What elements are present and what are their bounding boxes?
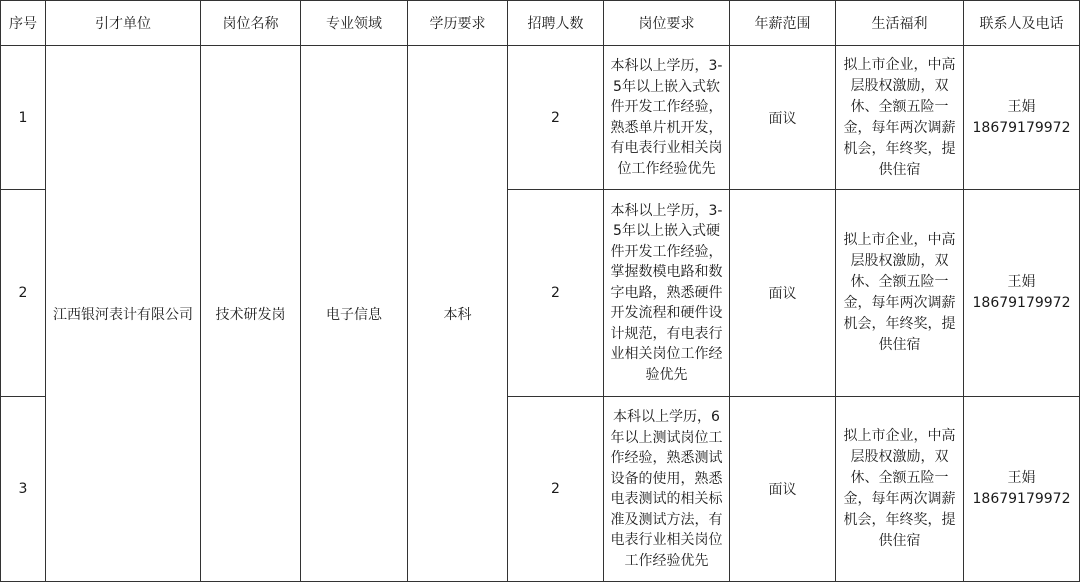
header-requirements: 岗位要求 bbox=[604, 1, 730, 46]
company-cell: 江西银河表计有限公司 bbox=[46, 46, 201, 582]
header-row bbox=[1, 1, 1080, 46]
position-cell: 技术研发岗 bbox=[201, 46, 301, 582]
welfare-cell: 拟上市企业，中高层股权激励，双休、全额五险一金，每年两次调薪机会，年终奖，提供住宿 bbox=[836, 190, 964, 397]
table-row bbox=[1, 46, 1080, 190]
count-cell: 2 bbox=[508, 397, 604, 582]
header-no: 序号 bbox=[1, 1, 46, 46]
contact-cell bbox=[964, 397, 1080, 582]
requirements-cell: 本科以上学历，3-5年以上嵌入式软件开发工作经验，熟悉单片机开发，有电表行业相关岗位工作经验优先 bbox=[604, 46, 730, 190]
salary-cell: 面议 bbox=[730, 190, 836, 397]
contact-phone: 18679179972 bbox=[972, 295, 1071, 311]
contact-name: 王娟 bbox=[1007, 274, 1036, 290]
welfare-cell: 拟上市企业，中高层股权激励，双休、全额五险一金，每年两次调薪机会，年终奖，提供住宿 bbox=[836, 397, 964, 582]
contact-name: 王娟 bbox=[1007, 470, 1036, 486]
contact-name: 王娟 bbox=[1007, 98, 1036, 115]
education-cell: 本科 bbox=[408, 46, 508, 582]
requirements-cell: 本科以上学历，3-5年以上嵌入式硬件开发工作经验，掌握数模电路和数字电路，熟悉硬件开发流程和硬件设计规范，有电表行业相关岗位工作经验优先 bbox=[604, 190, 730, 397]
requirements-cell: 本科以上学历，6年以上测试岗位工作经验，熟悉测试设备的使用，熟悉电表测试的相关标准及测试方法，有电表行业相关岗位工作经验优先 bbox=[604, 397, 730, 582]
salary-cell: 面议 bbox=[730, 46, 836, 190]
salary-cell: 面议 bbox=[730, 397, 836, 582]
welfare-cell: 拟上市企业，中高层股权激励，双休、全额五险一金，每年两次调薪机会，年终奖，提供住宿 bbox=[836, 46, 964, 190]
count-cell: 2 bbox=[508, 46, 604, 190]
header-position: 岗位名称 bbox=[201, 1, 301, 46]
header-company: 引才单位 bbox=[46, 1, 201, 46]
header-education: 学历要求 bbox=[408, 1, 508, 46]
header-salary: 年薪范围 bbox=[730, 1, 836, 46]
count-cell: 2 bbox=[508, 190, 604, 397]
header-count: 招聘人数 bbox=[508, 1, 604, 46]
field-cell: 电子信息 bbox=[301, 46, 408, 582]
header-contact: 联系人及电话 bbox=[964, 1, 1080, 46]
contact-phone: 18679179972 bbox=[972, 119, 1071, 136]
header-welfare: 生活福利 bbox=[836, 1, 964, 46]
contact-cell bbox=[964, 46, 1080, 190]
row-number: 2 bbox=[1, 190, 46, 397]
contact-phone: 18679179972 bbox=[972, 491, 1071, 507]
contact-cell bbox=[964, 190, 1080, 397]
row-number: 1 bbox=[1, 46, 46, 190]
row-number: 3 bbox=[1, 397, 46, 582]
header-field: 专业领域 bbox=[301, 1, 408, 46]
